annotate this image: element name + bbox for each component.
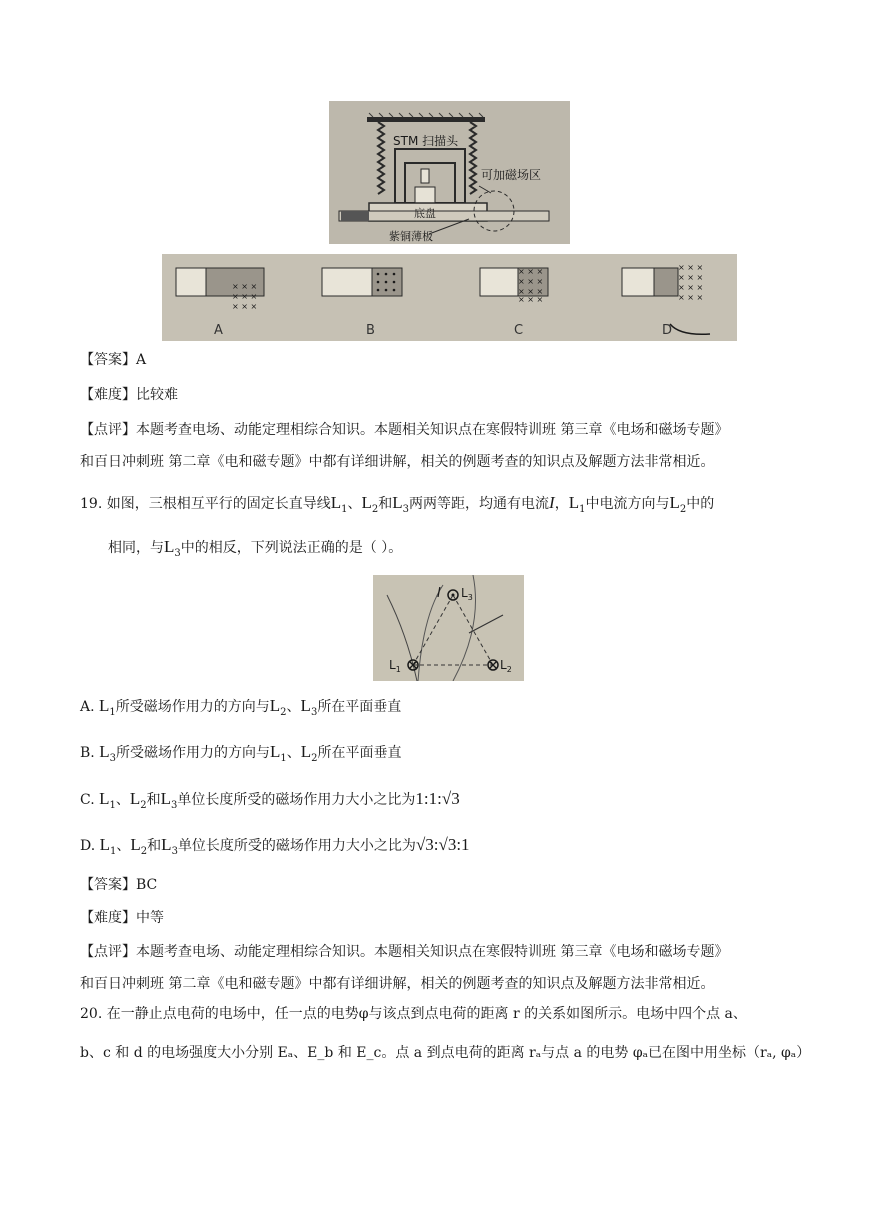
stm-apparatus-figure: [329, 101, 570, 244]
svg-text:× × ×: × × ×: [678, 263, 704, 272]
svg-text:× × ×: × × ×: [678, 273, 704, 282]
svg-text:× × ×: × × ×: [518, 277, 544, 286]
svg-text:× × ×: × × ×: [678, 283, 704, 292]
q19-comment-line1: 【点评】本题考查电场、动能定理相综合知识。本题相关知识点在寒假特训班 第三章《电场和磁场专题》: [80, 944, 729, 960]
base-label: 底盘: [414, 207, 436, 220]
q19-option-d: D. $L_1$、$L_2$和$L_3$单位长度所受的磁场作用力大小之比为√3:√3:1: [80, 835, 470, 857]
option-c-label: C: [514, 323, 524, 338]
q20-line2: b、c 和 d 的电场强度大小分别 Eₐ、E_b 和 E_c。点 a 到点电荷的距离 rₐ与点 a 的电势 φₐ已在图中用坐标（rₐ, φₐ）: [80, 1045, 811, 1061]
option-b-diagram: [322, 268, 402, 296]
q19-difficulty: 【难度】中等: [80, 910, 164, 926]
q19-answer: 【答案】BC: [80, 877, 158, 893]
fig-l1-label: $L_1$: [389, 658, 401, 674]
q18-difficulty: 【难度】比较难: [80, 387, 178, 403]
options-figure: [162, 254, 737, 341]
magnetic-zone-label: 可加磁场区: [481, 168, 542, 182]
svg-text:× × ×: × × ×: [232, 292, 258, 301]
q19-number: 19.: [80, 496, 103, 512]
svg-text:× × ×: × × ×: [518, 267, 544, 276]
stm-label: STM 扫描头: [393, 134, 459, 148]
fig-l3-label: $L_3$: [461, 586, 473, 602]
q19-option-a: A. $L_1$所受磁场作用力的方向与$L_2$、$L_3$所在平面垂直: [80, 696, 402, 718]
svg-text:× × ×: × × ×: [232, 302, 258, 311]
q20-line1: 20. 在一静止点电荷的电场中，任一点的电势φ与该点到点电荷的距离 r 的关系如图所示。电场中四个点 a、: [80, 1006, 747, 1022]
svg-text:× × ×: × × ×: [518, 295, 544, 304]
q19-stem-line1: 19. 如图，三根相互平行的固定长直导线$L_1$、$L_2$和$L_3$两两等距，均通有电流I，$L_1$中电流方向与$L_2$中的: [80, 493, 715, 515]
svg-text:× × ×: × × ×: [678, 293, 704, 302]
fig-current-label: I: [437, 586, 441, 601]
q19-stem-line2: 相同，与$L_3$中的相反，下列说法正确的是（ ）。: [108, 537, 403, 559]
option-a-label: A: [214, 323, 223, 338]
q18-comment-line1: 【点评】本题考查电场、动能定理相综合知识。本题相关知识点在寒假特训班 第三章《电场和磁场专题》: [80, 422, 729, 438]
plate-label: 紫铜薄板: [389, 230, 433, 243]
option-d-label: D: [662, 323, 673, 338]
q19-option-c: C. $L_1$、$L_2$和$L_3$单位长度所受的磁场作用力大小之比为1:1:√3: [80, 789, 460, 811]
q19-comment-line2: 和百日冲刺班 第二章《电和磁专题》中都有详细讲解，相关的例题考查的知识点及解题方法非常相近。: [80, 976, 715, 992]
fig-l2-label: $L_2$: [500, 658, 512, 674]
q18-comment-line2: 和百日冲刺班 第二章《电和磁专题》中都有详细讲解，相关的例题考查的知识点及解题方法非常相近。: [80, 454, 715, 470]
q19-wires-figure: [373, 575, 524, 681]
svg-text:× × ×: × × ×: [232, 282, 258, 291]
q18-answer: 【答案】A: [80, 352, 147, 368]
svg-text:× × ×: × × ×: [518, 287, 544, 296]
q19-option-b: B. $L_3$所受磁场作用力的方向与$L_1$、$L_2$所在平面垂直: [80, 742, 402, 764]
option-b-label: B: [366, 323, 375, 338]
